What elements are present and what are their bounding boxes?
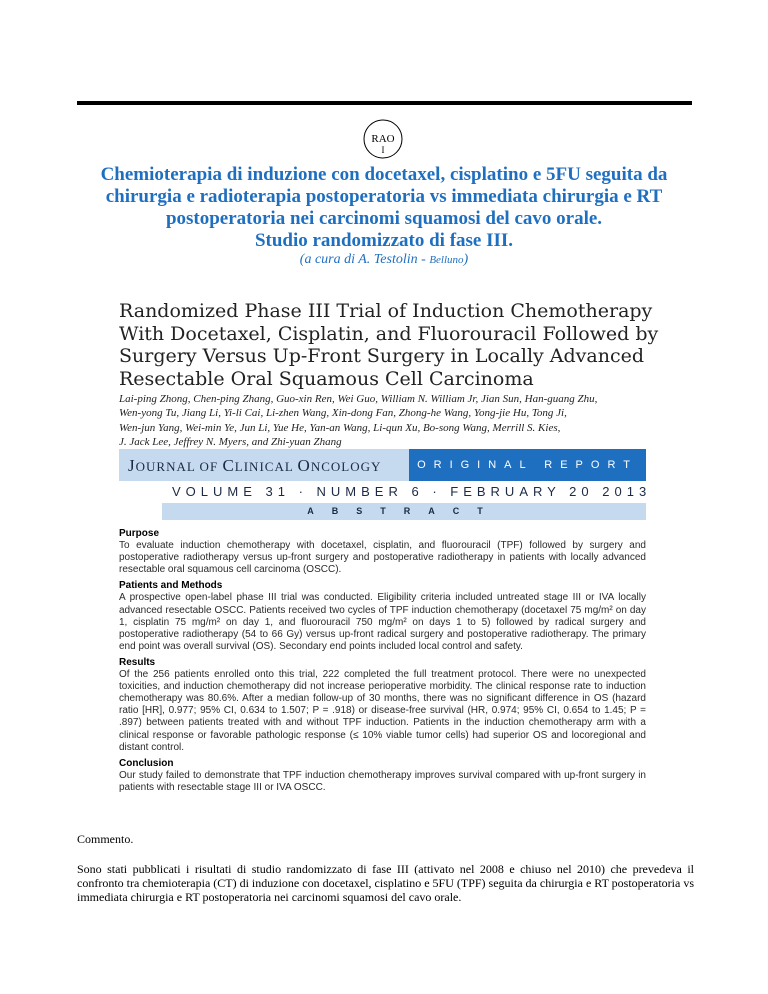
author-line: Wen-jun Yang, Wei-min Ye, Jun Li, Yue He, Yan-an Wang, Li-qun Xu, Bo-song Wang, Merrill S. Kies, (119, 421, 561, 434)
article-title-line: Randomized Phase III Trial of Induction Chemotherapy (119, 300, 653, 322)
abstract-label: ABSTRACT (162, 503, 646, 520)
comment-text: Sono stati pubblicati i risultati di studio randomizzato di fase III (attivato nel 2008 e chiuso nel 2010) che prevedeva il confronto tra chemioterapia (CT) di induzione con docetaxel, cisplatino e 5FU (TPF) seguita da chirurgia e RT postoperatoria vs immediata chirurgia e RT postoperatoria nei carcinomi squamosi del cavo orale. (77, 862, 694, 904)
journal-name: JOURNAL OF CLINICAL ONCOLOGY (128, 456, 382, 475)
results-heading: Results (119, 656, 156, 668)
italian-title-line: postoperatoria nei carcinomi squamosi del cavo orale. (165, 208, 603, 229)
article-title-line: Resectable Oral Squamous Cell Carcinoma (119, 367, 534, 390)
report-type-badge: ORIGINAL REPORT (409, 449, 646, 481)
article-title-line: Surgery Versus Up-Front Surgery in Locally Advanced (119, 345, 645, 367)
italian-title-line: chirurgia e radioterapia postoperatoria vs immediata chirurgia e RT (105, 186, 663, 207)
top-rule (77, 101, 692, 105)
author-line: J. Jack Lee, Jeffrey N. Myers, and Zhi-yuan Zhang (119, 436, 342, 449)
methods-text: A prospective open-label phase III trial was conducted. Eligibility criteria included untreated stage III or IVA locally advanced resectable OSCC. Patients received two cycles of TPF induction chemotherapy (docetaxel 75 mg/m² on day 1, cisplatin 75 mg/m² on day 1, and fluorouracil 750 mg/m² on days 1 to 5) followed by radical surgery and postoperative radiotherapy (54 to 66 Gy) versus up-front radical surgery and postoperative radiotherapy. The primary end point was overall survival (OS). Secondary end points included local control and safety. (119, 592, 646, 652)
curator-city: Belluno (429, 254, 464, 266)
rao-logo (362, 118, 404, 160)
italian-title-line: Chemioterapia di induzione con docetaxel, cisplatino e 5FU seguita da (100, 164, 668, 185)
curator-prefix: (a cura di A. Testolin - (299, 252, 430, 267)
results-text: Of the 256 patients enrolled onto this trial, 222 completed the full treatment protocol. There were no unexpected toxicities, and induction chemotherapy did not increase perioperative morbidity. The clinical response rate to induction chemotherapy was 80.6%. After a median follow-up of 30 months, there was no significant difference in OS (hazard ratio [HR], 0.977; 95% CI, 0.634 to 1.507; P = .918) or disease-free survival (HR, 0.974; 95% CI, 0.654 to 1.45; P = .897) between patients treated with and without TPF induction. Patients in the induction chemotherapy arm with a clinical response or favorable pathologic response (≤ 10% viable tumor cells) had superior OS and locoregional and distant control. (119, 669, 646, 753)
italian-title-line: Studio randomizzato di fase III. (254, 230, 514, 251)
conclusion-heading: Conclusion (119, 757, 174, 769)
svg-text:I: I (381, 145, 385, 155)
purpose-heading: Purpose (119, 528, 160, 539)
volume-line: VOLUME 31 · NUMBER 6 · FEBRUARY 20 2013 (172, 484, 652, 499)
article-title-line: With Docetaxel, Cisplatin, and Fluorouracil Followed by (119, 322, 659, 345)
purpose-text: To evaluate induction chemotherapy with docetaxel, cisplatin, and fluorouracil (TPF) followed by surgery and postoperative radiotherapy versus up-front surgery and postoperative radiotherapy in patients with locally advanced resectable oral squamous cell carcinoma (OSCC). (119, 540, 646, 576)
journal-header (119, 449, 646, 481)
conclusion-text: Our study failed to demonstrate that TPF induction chemotherapy improves survival compared with up-front surgery in patients with resectable stage III or IVA OSCC. (119, 769, 646, 793)
curator-suffix: ) (463, 252, 469, 267)
author-list (119, 392, 679, 450)
svg-text:RAO: RAO (371, 133, 395, 145)
article-title (119, 300, 679, 390)
author-line: Lai-ping Zhong, Chen-ping Zhang, Guo-xin Ren, Wei Guo, William N. William Jr, Jian Sun, Han-guang Zhu, (119, 393, 598, 405)
author-line: Wen-yong Tu, Jiang Li, Yi-li Cai, Li-zhen Wang, Xin-dong Fan, Zhong-he Wang, Yong-jie Hu, Tong Ji, (119, 407, 567, 420)
methods-heading: Patients and Methods (119, 580, 223, 592)
italian-title (60, 164, 708, 252)
comment-label: Commento. (77, 832, 134, 846)
curator-line (60, 252, 708, 268)
abstract-body (119, 528, 646, 798)
